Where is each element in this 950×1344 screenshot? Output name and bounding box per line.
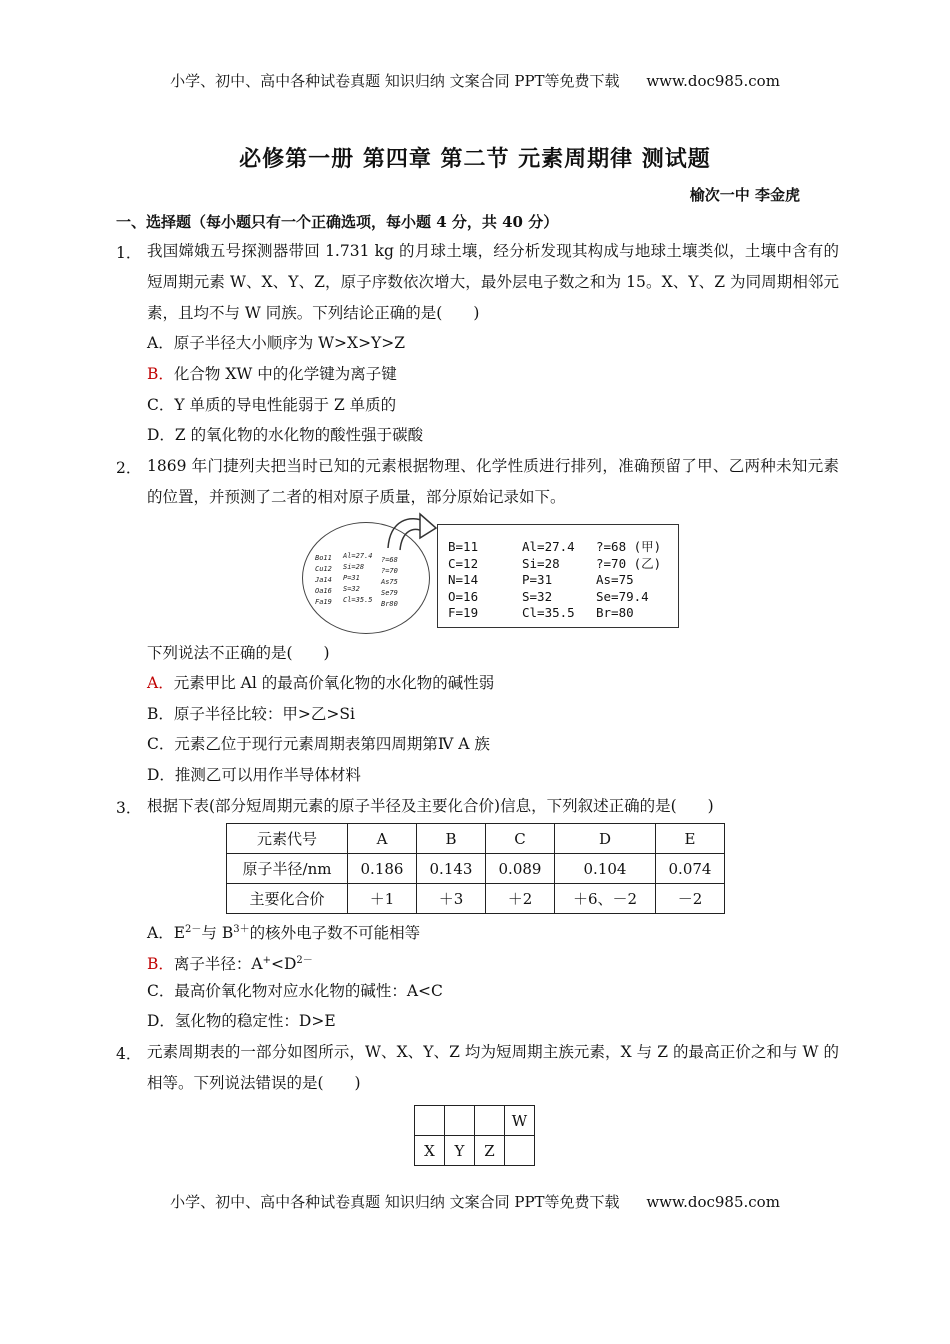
q2-option-a-text: 元素甲比 Al 的最高价氧化物的水化物的碱性弱	[173, 674, 495, 692]
q1-option-b-text: 化合物 XW 中的化学键为离子键	[173, 365, 397, 383]
periodic-table-fragment	[414, 1105, 535, 1166]
q2-number: 2．	[116, 459, 142, 477]
answer-marker: B．	[147, 365, 174, 383]
q2-text: 1869 年门捷列夫把当时已知的元素根据物理、化学性质进行排列，准确预留了甲、乙两种未知元素的位置，并预测了二者的相对原子质量，部分原始记录如下。	[147, 457, 839, 506]
q3-option-d: D．氢化物的稳定性：D>E	[147, 1012, 336, 1030]
answer-marker: A．	[147, 674, 174, 692]
q2-option-c: C．元素乙位于现行元素周期表第四周期第Ⅳ A 族	[147, 735, 490, 753]
page-footer	[0, 1191, 950, 1212]
scribble-col1: Bo11 Cu12 Ja14 Oa16 Fa19	[315, 554, 332, 606]
q2-option-d: D．推测乙可以用作半导体材料	[147, 766, 361, 784]
footer-text: 小学、初中、高中各种试卷真题 知识归纳 文案合同 PPT等免费下载	[170, 1193, 620, 1211]
q1-option-a: A．原子半径大小顺序为 W>X>Y>Z	[147, 334, 406, 352]
memo-col3: ?=68 (甲) ?=70 (乙) As=75 Se=79.4 Br=80	[596, 539, 662, 620]
zoom-arrow-icon	[380, 508, 440, 558]
q3-option-c: C．最高价氧化物对应水化物的碱性：A<C	[147, 982, 443, 1000]
q1-option-b	[147, 359, 397, 390]
q3-text: 根据下表(部分短周期元素的原子半径及主要化合价)信息，下列叙述正确的是( )	[147, 797, 714, 815]
page-header	[0, 70, 950, 91]
scribble-col3: ?=68 ?=70 As75 Se79 Br80	[381, 556, 398, 608]
header-text: 小学、初中、高中各种试卷真题 知识归纳 文案合同 PPT等免费下载	[170, 72, 620, 90]
page-title: 必修第一册 第四章 第二节 元素周期律 测试题	[239, 146, 711, 172]
header-site[interactable]: www.doc985.com	[646, 72, 780, 90]
element-data-table	[226, 823, 725, 914]
scribble-col2: Al=27.4 Si=28 P=31 S=32 Cl=35.5	[343, 552, 373, 604]
table-row: 原子半径/nm 0.186 0.143 0.089 0.104 0.074	[227, 854, 725, 884]
table-row: W	[415, 1106, 535, 1136]
q1-text: 我国嫦娥五号探测器带回 1.731 kg 的月球土壤，经分析发现其构成与地球土壤类似，土壤中含有的短周期元素 W、X、Y、Z，原子序数依次增大，最外层电子数之和为 15。X、Y、Z 为同周期相邻元素，且均不与 W 同族。下列结论正确的是( )	[147, 242, 839, 322]
q3-option-a: A．$E^{2-}$与 $B^{3+}$的核外电子数不可能相等	[147, 924, 421, 942]
q1-number: 1．	[116, 244, 142, 262]
memo-col2: Al=27.4 Si=28 P=31 S=32 Cl=35.5	[522, 539, 575, 620]
q2-option-a	[147, 668, 494, 699]
section-heading: 一、选择题（每小题只有一个正确选项，每小题 4 分，共 40 分）	[116, 213, 559, 231]
q1-option-c: C．Y 单质的导电性能弱于 Z 单质的	[147, 396, 397, 414]
q4-text: 元素周期表的一部分如图所示，W、X、Y、Z 均为短周期主族元素，X 与 Z 的最高正价之和与 W 的相等。下列说法错误的是( )	[147, 1043, 839, 1092]
q3-number: 3．	[116, 799, 142, 817]
q4-number: 4．	[116, 1045, 142, 1063]
table-row: 元素代号 A B C D E	[227, 824, 725, 854]
table-row: X Y Z	[415, 1136, 535, 1166]
memo-col1: B=11 C=12 N=14 O=16 F=19	[448, 539, 479, 620]
table-row: 主要化合价 ＋1 ＋3 ＋2 ＋6、－2 －2	[227, 884, 725, 914]
q1-option-d: D．Z 的氧化物的水化物的酸性强于碳酸	[147, 426, 424, 444]
answer-marker: B．	[147, 955, 174, 973]
element-record-box	[437, 524, 679, 628]
q3-option-b: B．离子半径：$A^+<D^{2-}$	[147, 955, 313, 973]
author: 榆次一中 李金虎	[689, 186, 800, 204]
footer-site[interactable]: www.doc985.com	[646, 1193, 780, 1211]
q2-prompt: 下列说法不正确的是( )	[147, 644, 330, 662]
q2-option-b: B．原子半径比较：甲>乙>Si	[147, 705, 355, 723]
